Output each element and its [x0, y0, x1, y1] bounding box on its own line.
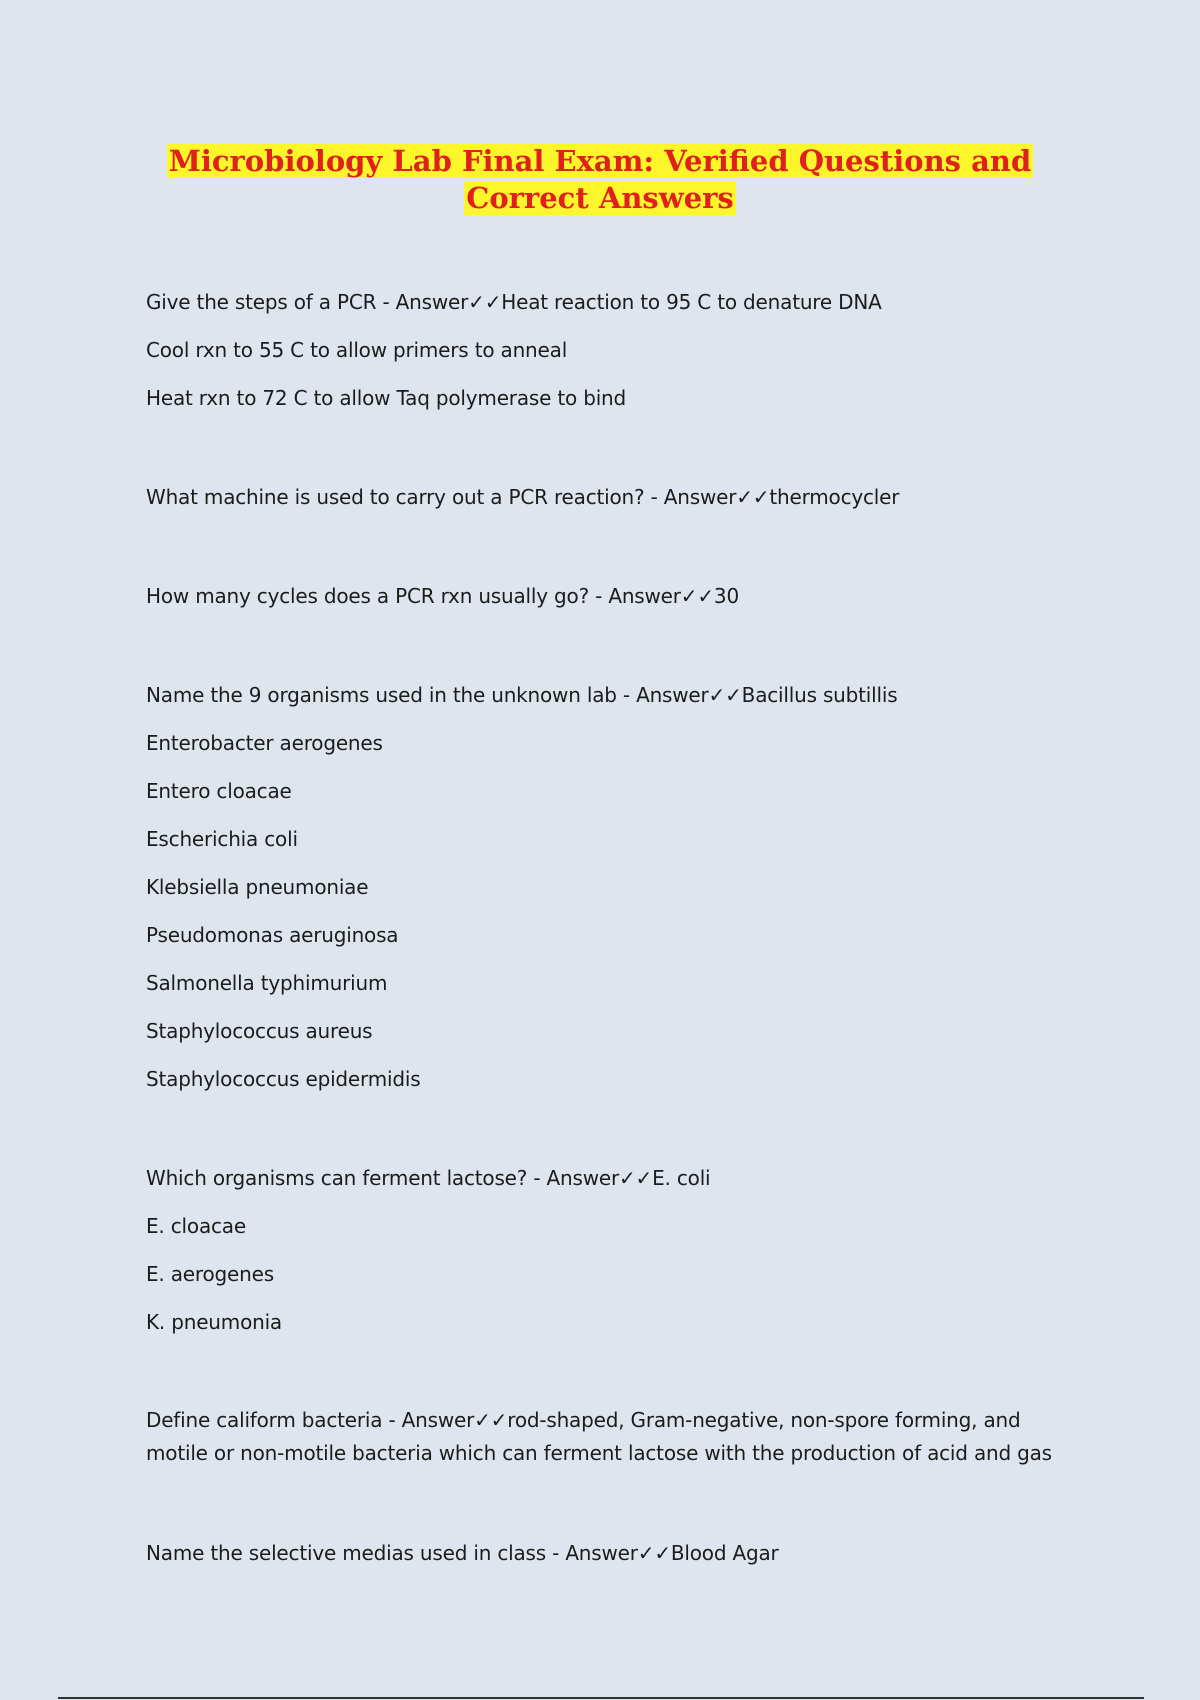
answer-line: Staphylococcus epidermidis: [146, 1067, 421, 1091]
qa-item-selective-media: [146, 1529, 1086, 1577]
answer-line: Salmonella typhimurium: [146, 971, 388, 995]
qa-item-pcr-machine: [146, 473, 1086, 521]
qa-item-organisms: [146, 671, 1086, 1103]
answer-line: Klebsiella pneumoniae: [146, 875, 369, 899]
title-line-2: Correct Answers: [466, 181, 734, 215]
question-paragraph: Define caliform bacteria - Answer✓✓rod-shaped, Gram-negative, non-spore forming, and motile or non-motile bacteria which can ferment lactose with the production of acid and gas: [146, 1408, 1052, 1465]
question-line: How many cycles does a PCR rxn usually go? - Answer✓✓30: [146, 584, 739, 608]
question-line: Give the steps of a PCR - Answer✓✓Heat reaction to 95 C to denature DNA: [146, 290, 882, 314]
answer-line: Cool rxn to 55 C to allow primers to anneal: [146, 338, 568, 362]
answer-line: Pseudomonas aeruginosa: [146, 923, 399, 947]
paragraph-gap: [146, 521, 1086, 572]
answer-line: E. aerogenes: [146, 1262, 274, 1286]
question-line: Name the 9 organisms used in the unknown lab - Answer✓✓Bacillus subtillis: [146, 683, 898, 707]
paragraph-gap: [146, 620, 1086, 671]
answer-line: Escherichia coli: [146, 827, 298, 851]
qa-item-lactose: [146, 1154, 1086, 1346]
document-title: [0, 143, 1200, 217]
paragraph-gap: [146, 1346, 1086, 1397]
qa-item-pcr-steps: [146, 278, 1086, 422]
qa-content: [146, 278, 1086, 1577]
qa-item-caliform: [146, 1397, 1086, 1478]
paragraph-gap: [146, 1103, 1086, 1154]
answer-line: Staphylococcus aureus: [146, 1019, 373, 1043]
answer-line: K. pneumonia: [146, 1310, 282, 1334]
paragraph-gap: [146, 1478, 1086, 1529]
question-line: Which organisms can ferment lactose? - Answer✓✓E. coli: [146, 1166, 711, 1190]
answer-line: Heat rxn to 72 C to allow Taq polymerase to bind: [146, 386, 627, 410]
answer-line: Enterobacter aerogenes: [146, 731, 383, 755]
qa-item-pcr-cycles: [146, 572, 1086, 620]
answer-line: E. cloacae: [146, 1214, 246, 1238]
footer-rule: [58, 1697, 1144, 1699]
paragraph-gap: [146, 422, 1086, 473]
question-line: What machine is used to carry out a PCR reaction? - Answer✓✓thermocycler: [146, 485, 900, 509]
question-line: Name the selective medias used in class - Answer✓✓Blood Agar: [146, 1541, 779, 1565]
answer-line: Entero cloacae: [146, 779, 292, 803]
title-line-1: Microbiology Lab Final Exam: Verified Questions and: [168, 144, 1032, 178]
